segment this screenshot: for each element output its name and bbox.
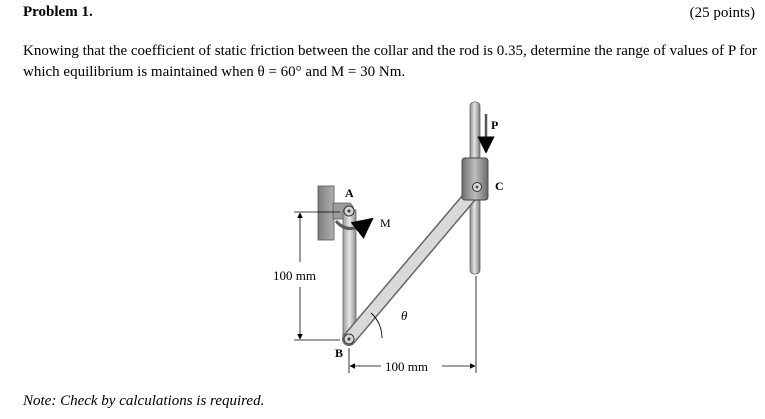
label-point-b: B — [335, 346, 344, 360]
label-dim-vertical: 100 mm — [273, 268, 316, 283]
bar-bc — [349, 188, 477, 339]
label-point-a: A — [345, 186, 354, 200]
problem-title: Problem 1. — [23, 4, 93, 20]
label-moment-m: M — [380, 216, 391, 230]
label-angle-theta: θ — [401, 308, 408, 323]
note-text: Note: Check by calculations is required. — [23, 393, 265, 409]
label-dim-horizontal: 100 mm — [385, 359, 428, 374]
label-point-c: C — [495, 179, 504, 193]
problem-statement: Knowing that the coefficient of static friction between the collar and the rod is 0.35, determine the range of values of P for which equilibrium is maintained when θ = 60° and M = 30 Nm. — [23, 43, 757, 80]
wall-support — [318, 186, 334, 240]
label-force-p: P — [491, 118, 499, 132]
problem-points: (25 points) — [689, 5, 755, 21]
collar — [462, 158, 488, 200]
